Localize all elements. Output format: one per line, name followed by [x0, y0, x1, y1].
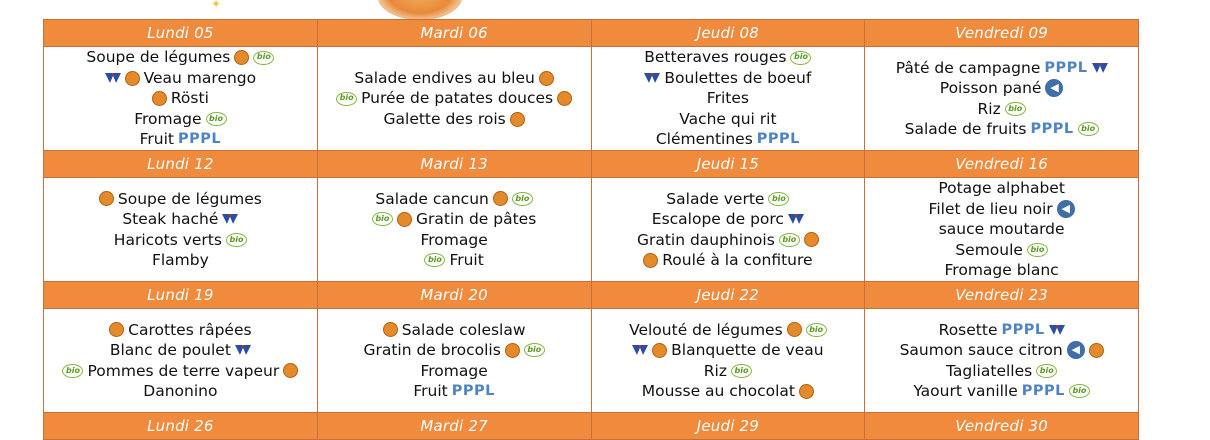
menu-cell	[44, 178, 318, 282]
bio-icon: bio	[206, 112, 227, 126]
dish-line	[44, 209, 317, 230]
day-header-row	[44, 20, 1139, 47]
msc-fish-icon: ◀	[1067, 341, 1085, 359]
dish-name: Galette des rois	[383, 109, 506, 128]
bio-icon: bio	[512, 192, 533, 206]
menu-row	[44, 178, 1139, 282]
dish-line	[865, 260, 1138, 281]
pppl-label: PPPL	[1030, 121, 1074, 137]
dish-name: Riz	[703, 361, 727, 380]
dish-line	[865, 78, 1138, 99]
dish-line	[592, 189, 865, 210]
dish-line	[865, 58, 1138, 79]
dish-line	[318, 361, 591, 382]
dish-name: Yaourt vanille	[913, 382, 1018, 400]
day-header-row	[44, 282, 1139, 309]
dish-name: Purée de patates douces	[361, 89, 554, 108]
bio-icon: bio	[1005, 102, 1026, 116]
fait-maison-icon	[283, 363, 298, 378]
dish-line	[318, 88, 591, 109]
dish-line	[44, 320, 317, 341]
dish-name: Fruit	[139, 130, 174, 149]
dish-name: Mousse au chocolat	[641, 382, 795, 400]
viande-francaise-icon	[235, 345, 251, 355]
day-header: Mardi 27	[317, 413, 591, 440]
day-header: Lundi 05	[44, 20, 318, 47]
dish-name: Pommes de terre vapeur	[87, 361, 280, 380]
dish-name: Soupe de légumes	[86, 48, 231, 67]
dish-name: Fromage	[420, 230, 488, 249]
dish-name: Soupe de légumes	[117, 189, 262, 208]
dish-name: Salade coleslaw	[401, 320, 526, 339]
fait-maison-icon	[397, 212, 412, 227]
msc-fish-icon: ◀	[1057, 200, 1075, 218]
bio-icon: bio	[524, 343, 545, 357]
fait-maison-icon	[799, 384, 814, 399]
dish-line	[44, 189, 317, 210]
bio-icon: bio	[731, 364, 752, 378]
dish-line	[865, 199, 1138, 220]
viande-francaise-icon	[105, 73, 121, 83]
bio-icon: bio	[790, 51, 811, 65]
dish-name: Salade de fruits	[904, 120, 1027, 138]
dish-name: Gratin de brocolis	[363, 341, 501, 359]
viande-francaise-icon	[788, 214, 804, 224]
bio-icon: bio	[424, 253, 445, 267]
menu-cell	[317, 178, 591, 282]
pppl-label: PPPL	[1001, 321, 1045, 338]
dish-name: Haricots verts	[113, 230, 222, 249]
bio-icon: bio	[62, 364, 83, 378]
dish-name: Salade verte	[666, 189, 765, 208]
dish-name: Frites	[706, 89, 749, 108]
fait-maison-icon	[109, 322, 124, 337]
decorative-star-icon: ✦	[211, 0, 222, 11]
galette-image	[378, 0, 462, 20]
fait-maison-icon	[125, 71, 140, 86]
dish-line	[592, 340, 865, 361]
dish-line	[44, 361, 317, 382]
menu-cell	[591, 47, 865, 151]
dish-line	[865, 340, 1138, 361]
dish-line	[592, 230, 865, 251]
day-header: Lundi 19	[44, 282, 318, 309]
dish-line	[592, 361, 865, 382]
dish-name: Fromage	[134, 109, 202, 128]
fait-maison-icon	[557, 91, 572, 106]
menu-cell	[591, 178, 865, 282]
fait-maison-icon	[652, 343, 667, 358]
bio-icon: bio	[226, 233, 247, 247]
day-header-row	[44, 151, 1139, 178]
dish-line	[592, 209, 865, 230]
dish-name: Salade endives au bleu	[354, 68, 535, 87]
dish-name: Fruit	[449, 251, 484, 269]
dish-name: Salade cancun	[375, 189, 489, 208]
day-header: Mardi 13	[317, 151, 591, 178]
dish-name: Velouté de légumes	[629, 320, 783, 339]
dish-line	[318, 68, 591, 89]
dish-line	[44, 88, 317, 109]
menu-cell	[317, 47, 591, 151]
menu-cell	[865, 47, 1139, 151]
fait-maison-icon	[505, 343, 520, 358]
menu-cell	[317, 309, 591, 413]
menu-cell	[865, 309, 1139, 413]
viande-francaise-icon	[632, 345, 648, 355]
dish-line	[592, 250, 865, 271]
dish-line	[318, 250, 591, 271]
pppl-label: PPPL	[451, 383, 495, 399]
dish-line	[592, 47, 865, 68]
pppl-label: PPPL	[756, 131, 800, 148]
fait-maison-icon	[383, 322, 398, 337]
day-header-row	[44, 413, 1139, 440]
bio-icon: bio	[253, 51, 274, 65]
dish-line	[592, 109, 865, 130]
day-header: Vendredi 16	[865, 151, 1139, 178]
day-header: Lundi 26	[44, 413, 318, 440]
dish-line	[592, 68, 865, 89]
dish-line	[44, 230, 317, 251]
fait-maison-icon	[539, 71, 554, 86]
bio-icon: bio	[768, 192, 789, 206]
dish-line	[865, 219, 1138, 240]
viande-francaise-icon	[1092, 63, 1108, 73]
dish-line	[44, 381, 317, 402]
dish-name: Escalope de porc	[651, 210, 784, 228]
dish-line	[44, 109, 317, 130]
fait-maison-icon	[152, 91, 167, 106]
dish-line	[44, 250, 317, 271]
day-header: Jeudi 29	[591, 413, 865, 440]
dish-name: Pâté de campagne	[895, 58, 1041, 77]
fait-maison-icon	[99, 191, 114, 206]
bio-icon: bio	[806, 323, 827, 337]
dish-line	[865, 119, 1138, 140]
viande-francaise-icon	[222, 214, 238, 224]
dish-line	[865, 240, 1138, 261]
menu-cell	[865, 178, 1139, 282]
dish-line	[865, 320, 1138, 341]
bio-icon: bio	[372, 212, 393, 226]
dish-name: Poisson pané	[939, 79, 1042, 97]
pppl-label: PPPL	[178, 131, 222, 148]
dish-line	[318, 209, 591, 230]
dish-line	[592, 88, 865, 109]
viande-francaise-icon	[644, 73, 660, 83]
bio-icon: bio	[779, 233, 800, 247]
dish-line	[865, 99, 1138, 120]
day-header: Jeudi 08	[591, 20, 865, 47]
dish-name: sauce moutarde	[938, 220, 1065, 239]
dish-line	[865, 178, 1138, 199]
dish-line	[318, 340, 591, 361]
dish-line	[318, 381, 591, 402]
dish-name: Boulettes de boeuf	[664, 68, 812, 87]
dish-name: Gratin dauphinois	[636, 230, 775, 249]
dish-name: Carottes râpées	[128, 320, 252, 339]
dish-name: Fromage	[420, 361, 488, 380]
fait-maison-icon	[787, 322, 802, 337]
bio-icon: bio	[336, 92, 357, 106]
dish-name: Danonino	[143, 382, 218, 400]
dish-name: Fromage blanc	[944, 261, 1059, 280]
dish-name: Potage alphabet	[938, 179, 1065, 198]
dish-name: Tagliatelles	[946, 361, 1033, 380]
day-header: Vendredi 30	[865, 413, 1139, 440]
school-menu-table	[43, 19, 1139, 440]
day-header: Vendredi 09	[865, 20, 1139, 47]
dish-name: Betteraves rouges	[644, 48, 787, 67]
day-header: Vendredi 23	[865, 282, 1139, 309]
day-header: Mardi 20	[317, 282, 591, 309]
dish-line	[865, 361, 1138, 382]
dish-name: Steak haché	[122, 210, 219, 228]
dish-line	[318, 320, 591, 341]
menu-cell	[44, 309, 318, 413]
dish-name: Fruit	[413, 382, 448, 400]
dish-line	[44, 129, 317, 150]
fait-maison-icon	[234, 50, 249, 65]
viande-francaise-icon	[1049, 325, 1065, 335]
day-header: Mardi 06	[317, 20, 591, 47]
msc-fish-icon: ◀	[1045, 79, 1063, 97]
dish-name: Rosette	[938, 320, 998, 339]
dish-name: Gratin de pâtes	[415, 210, 537, 228]
dish-line	[592, 320, 865, 341]
dish-line	[592, 129, 865, 150]
fait-maison-icon	[804, 232, 819, 247]
dish-line	[318, 189, 591, 210]
dish-line	[592, 381, 865, 402]
fait-maison-icon	[493, 191, 508, 206]
day-header: Lundi 12	[44, 151, 318, 178]
fait-maison-icon	[1089, 343, 1104, 358]
dish-name: Semoule	[955, 240, 1023, 259]
day-header: Jeudi 22	[591, 282, 865, 309]
dish-line	[44, 340, 317, 361]
dish-name: Clémentines	[655, 130, 753, 149]
bio-icon: bio	[1078, 122, 1099, 136]
fait-maison-icon	[510, 112, 525, 127]
menu-cell	[44, 47, 318, 151]
day-header: Jeudi 15	[591, 151, 865, 178]
dish-line	[865, 381, 1138, 402]
dish-name: Filet de lieu noir	[928, 199, 1053, 218]
pppl-label: PPPL	[1021, 383, 1065, 399]
pppl-label: PPPL	[1044, 59, 1088, 76]
bio-icon: bio	[1036, 364, 1057, 378]
dish-line	[318, 109, 591, 130]
menu-cell	[591, 309, 865, 413]
bio-icon: bio	[1027, 243, 1048, 257]
dish-name: Blanquette de veau	[671, 341, 824, 359]
dish-name: Vache qui rit	[679, 109, 777, 128]
dish-name: Veau marengo	[143, 68, 257, 87]
dish-name: Riz	[977, 99, 1001, 118]
dish-line	[44, 47, 317, 68]
dish-line	[44, 68, 317, 89]
menu-row	[44, 47, 1139, 151]
dish-line	[318, 230, 591, 251]
dish-name: Rösti	[170, 89, 209, 108]
fait-maison-icon	[643, 253, 658, 268]
dish-name: Blanc de poulet	[109, 341, 231, 359]
bio-icon: bio	[1069, 384, 1090, 398]
dish-name: Flamby	[151, 251, 209, 269]
dish-name: Saumon sauce citron	[899, 341, 1063, 359]
dish-name: Roulé à la confiture	[662, 251, 813, 269]
menu-row	[44, 309, 1139, 413]
